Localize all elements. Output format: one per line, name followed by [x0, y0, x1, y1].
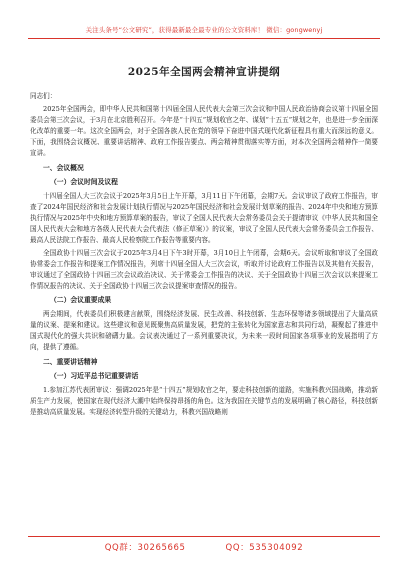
- intro-paragraph: 2025年全国两会，即中华人民共和国第十四届全国人民代表大会第三次会议和中国人民政治协商会议第十四届全国委员会第三次会议，于3月在北京胜利召开。今年是“十四五”规划收官之年、谋划“十五五”规划之年，也是进一步全面深化改革的重要一年。这次全国两会，对于全国各族人民在党的领导下奋进中国式现代化新征程具有重大而深远的意义。下面，我围绕会议概况、重要讲话精神、政府工作报告要点、两会精神贯彻落实等方面，对本次全国两会精神作一简要宣讲。: [30, 105, 378, 157]
- subsection-heading-outcomes: （二）会议重要成果: [50, 296, 112, 304]
- contact-footer: [0, 536, 408, 558]
- document-body: [30, 50, 378, 536]
- header-divider: [28, 38, 380, 39]
- subsection-heading-agenda: （一）会议时间及议程: [50, 178, 118, 186]
- promo-banner-text: 关注头条号“公文研究”，获得最新最全最专业的公文资料库！ 微信：gongwenyj: [85, 25, 323, 34]
- section-heading-speeches: 二、重要讲话精神: [43, 358, 98, 366]
- document-title: 2025年全国两会精神宣讲提纲: [127, 66, 281, 78]
- qq-number-text: QQ：535304092: [225, 543, 304, 553]
- paragraph-jiangsu-delegation: 1.参加江苏代表团审议：强调2025年是“十四五”规划收官之年，要走科技创新的道路，实施科教兴国战略，推动新质生产力发展，使国家在现代经济大潮中始终保持昂扬的角色。这为我国在关键节点的发展明确了核心路径，科技创新是推动高质量发展。实现经济转型升级的关键动力，科教兴国战略则: [30, 386, 378, 416]
- promo-banner: [0, 20, 408, 38]
- paragraph-npc-session: 十四届全国人大三次会议于2025年3月5日上午开幕，3月11日下午闭幕，会期7天。会议审议了政府工作报告，审查了2024年国民经济和社会发展计划执行情况与2025年国民经济和社会发展计划草案的报告、2024年中央和地方预算执行情况与2025年中央和地方预算草案的报告，审议了全国人民代表大会常务委员会关于提请审议《中华人民共和国全国人民代表大会和地方各级人民代表大会代表法（修正草案）》的议案，审议了全国人民代表大会常务委员会工作报告、最高人民法院工作报告、最高人民检察院工作报告等重要内容。: [30, 192, 378, 244]
- subsection-heading-xi-speech: （一）习近平总书记重要讲话: [50, 372, 139, 380]
- salutation: 同志们：: [30, 92, 57, 100]
- paragraph-outcomes: 两会期间，代表委员们积极建言献策，围绕经济发展、民生改善、科技创新、生态环保等诸多领域提出了大量高质量的议案、提案和建议。这些建议和意见既聚焦高质量发展，把党的主张转化为国家意志和共同行动，凝聚起了推进中国式现代化的强大共识和磅礴力量。会议表决通过了一系列重要决议，为未来一段时间国家各项事业的发展指明了方向，提供了遵循。: [30, 310, 378, 351]
- section-heading-overview: 一、会议概况: [43, 164, 84, 172]
- paragraph-cppcc-session: 全国政协十四届三次会议于2025年3月4日下午3时开幕，3月10日上午闭幕，会期6天。会议听取和审议了全国政协常委会工作报告和提案工作情况报告，列席十四届全国人大三次会议，听取并讨论政府工作报告以及其他有关报告，审议通过了全国政协十四届三次会议政治决议、关于常委会工作报告的决议、关于全国政协十四届三次会议以来提案工作情况报告的决议、关于全国政协十四届三次会议提案审查情况的报告。: [30, 249, 378, 290]
- qq-group-text: QQ群：30265665: [104, 543, 186, 553]
